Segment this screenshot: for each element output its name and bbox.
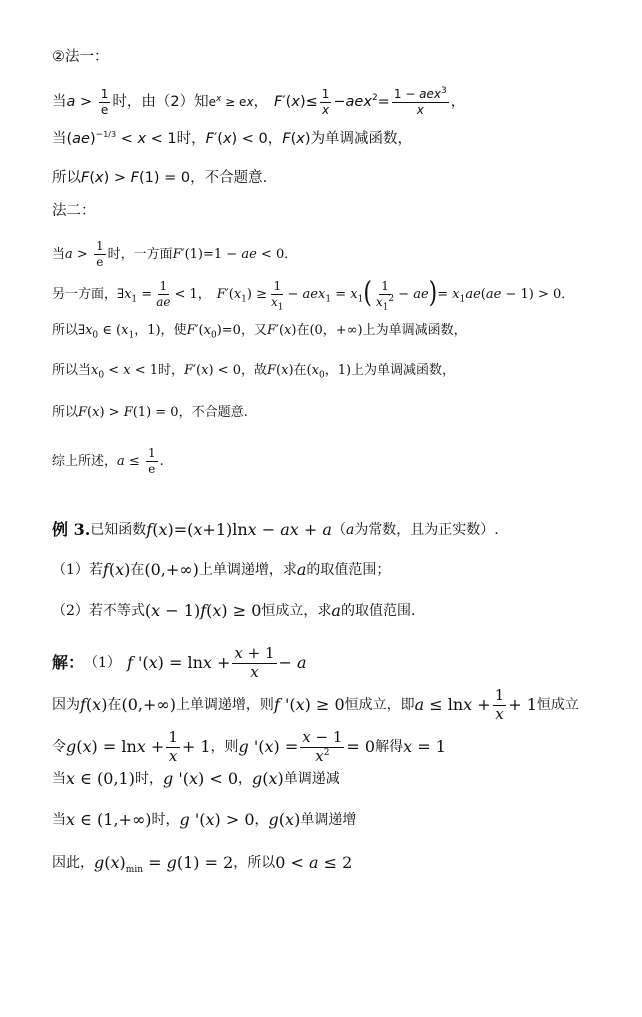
text: 当 [52, 93, 67, 110]
example-label: 例 3. [52, 520, 91, 539]
text: 因此， [52, 855, 94, 871]
text: 因为 [52, 697, 80, 714]
text: ． [284, 246, 298, 262]
solution-line5: 当 x ∈ (1,+∞) 时， g '(x) > 0 ， g(x) 单调递增 [52, 810, 357, 829]
text: 上为单调减函数， [351, 363, 456, 378]
text: 在 [107, 697, 122, 714]
text: 在 [130, 562, 145, 578]
method1-label: ②法一： [52, 49, 109, 65]
text: 解得 [375, 739, 404, 756]
text: ， [238, 771, 252, 787]
text: 恒成立 [536, 697, 579, 714]
text: 已知函数 [90, 522, 147, 538]
text: 时， [158, 363, 185, 378]
solution-label: 解： [52, 653, 85, 673]
text: . [159, 453, 164, 469]
text: ， [267, 131, 283, 147]
example3-line: 例 3. 已知函数 f(x)=(x+1)lnx − ax + a （ a 为常数，且为正实数）. [52, 520, 499, 539]
text: 上单调递增，求 [198, 562, 297, 578]
solution-line4: 当 x ∈ (0,1) 时， g '(x) < 0 ， g(x) 单调递减 [52, 769, 340, 788]
text: 令 [52, 739, 66, 756]
text: 时，一方面 [107, 246, 173, 262]
text: 单调递减 [283, 771, 340, 787]
method2-line6: 综上所述， a ≤ $\frac{1}{e}$ . [52, 446, 164, 476]
method2-line3: 所以 $\exists x_0$ ∈ ($x_1$，1) ，使 $F'(x_0)=0$ ，又 F′(x) 在 (0，+∞) 上为单调减函数， [52, 323, 467, 341]
text: ，不合题意. [178, 405, 248, 420]
text: 恒成立，即 [344, 697, 415, 714]
text: ， [254, 812, 269, 828]
method2-line2: 另一方面， $\exists x_1$ = $\frac{1}{ae}$ < 1， $F'(x_1)$ ≥ $\frac{1}{x_1}$ − $aex_1 = x_1$ ( $\frac{1}{x_1^2}$ − ae ) = $x_1ae(ae - 1) > 0$ ． [52, 277, 575, 312]
text: 当 [52, 812, 66, 828]
method1-line3: 所以 F(x) > F(1) = 0 ，不合题意. [52, 170, 268, 186]
text: ，则 [210, 739, 239, 756]
method2-label: 法二： [52, 203, 96, 219]
text: （ [331, 522, 346, 538]
text: ，使 [160, 323, 187, 338]
text: 当 [52, 131, 67, 147]
text: 时，由（2）知 [112, 93, 209, 110]
text: 综上所述， [52, 453, 118, 469]
text: ． [561, 286, 575, 302]
method1-line2: 当 (ae)$^{-1/3}$ < x < 1 时， F′(x) < 0 ， F(x) 为单调减函数， [52, 130, 413, 147]
method1-line1: 当 a > $\frac{1}{e}$ 时，由（2）知 $e^x$ ≥ ex ， F′(x)≤ $\frac{1}{x}$ −aex$^2$= $\frac{1 - aex^3}{x}$ ， [52, 86, 466, 117]
text: ，故 [240, 363, 267, 378]
text: ，所以 [233, 855, 276, 871]
text: 所以 [52, 170, 81, 186]
text: （1）若 [52, 562, 103, 578]
text: 上单调递增，则 [175, 697, 274, 714]
solution-line1: 解： （1） f '(x) = lnx + $\frac{x + 1}{x}$ − a [52, 644, 307, 681]
text: 单调递增 [300, 812, 357, 828]
text: 所以当 [52, 363, 92, 378]
text: 所以 [52, 323, 79, 338]
text: 为常数，且为正实数）. [354, 522, 499, 538]
text: 在 [293, 363, 307, 378]
text: （2）若不等式 [52, 603, 145, 619]
text: 另一方面， [52, 286, 118, 302]
method2-line4: 所以当 $x_0 < x < 1$ 时， F′(x) < 0 ，故 F(x) 在 ($x_0$，1) 上为单调减函数， [52, 363, 456, 381]
text: 恒成立，求 [261, 603, 332, 619]
text: 在 [296, 323, 310, 338]
text: 的取值范围. [340, 603, 416, 619]
text: 当 [52, 771, 66, 787]
text: 时， [151, 812, 180, 828]
text: 所以 [52, 405, 79, 420]
text: 的取值范围； [306, 562, 391, 578]
text: 当 [52, 246, 66, 262]
method2-line5: 所以 F(x) > F(1) = 0 ，不合题意. [52, 405, 248, 420]
method2-line1: 当 a > $\frac{1}{e}$ 时，一方面 F′(1)=1 − ae < 0 ． [52, 239, 298, 269]
question-1: （1）若 f(x) 在 (0,+∞) 上单调递增，求 a 的取值范围； [52, 560, 391, 579]
question-2: （2）若不等式 (x − 1)f(x) ≥ 0 恒成立，求 a 的取值范围. [52, 601, 416, 620]
solution-line6: 因此， $g(x)_{min} = g(1) = 2$ ，所以 0 < a ≤ 2 [52, 853, 353, 876]
text: 为单调减函数， [310, 131, 413, 147]
text: 时， [134, 771, 163, 787]
text: （1） [84, 655, 121, 672]
text: ，又 [240, 323, 267, 338]
text: 上为单调减函数， [362, 323, 467, 338]
text: 时， [176, 131, 206, 147]
text: ，不合题意. [190, 170, 268, 186]
solution-line2: 因为 f(x) 在 (0,+∞) 上单调递增，则 f '(x) ≥ 0 恒成立，即 a ≤ lnx + $\frac{1}{x}$ + 1 恒成立 [52, 686, 579, 723]
solution-line3: 令 g(x) = lnx + $\frac{1}{x}$ + 1 ，则 g '(x) = $\frac{x - 1}{x^2}$ = 0 解得 x = 1 [52, 728, 446, 765]
